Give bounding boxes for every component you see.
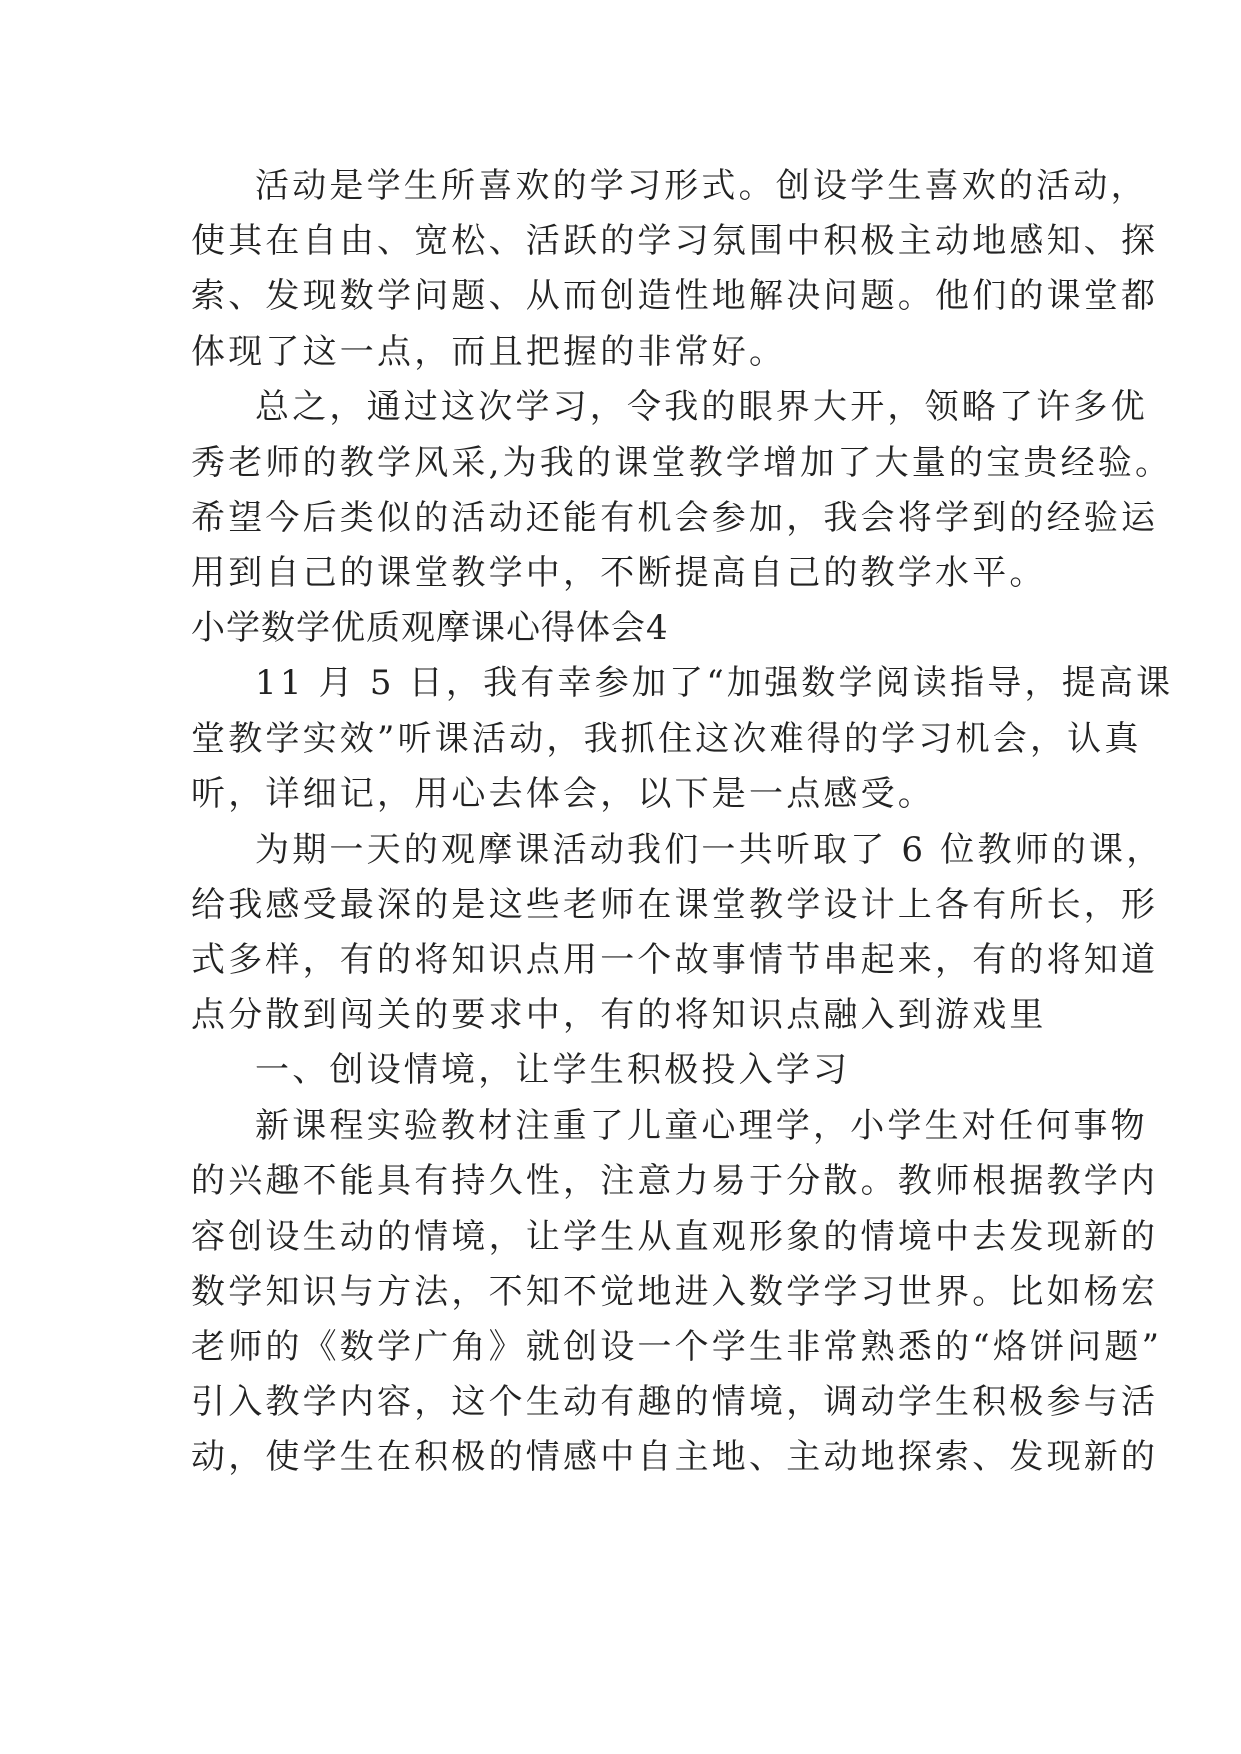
text-line: 堂教学实效”听课活动，我抓住这次难得的学习机会，认真 — [191, 719, 1142, 759]
text-line: 希望今后类似的活动还能有机会参加，我会将学到的经验运 — [191, 498, 1159, 538]
text-line: 老师的《数学广角》就创设一个学生非常熟悉的“烙饼问题” — [191, 1327, 1163, 1367]
text-line: 活动是学生所喜欢的学习形式。创设学生喜欢的活动， — [255, 166, 1148, 206]
text-line: 点分散到闯关的要求中，有的将知识点融入到游戏里 — [191, 995, 1047, 1035]
text-line: 动，使学生在积极的情感中自主地、主动地探索、发现新的 — [191, 1437, 1159, 1477]
text-line: 为期一天的观摩课活动我们一共听取了 6 位教师的课， — [255, 830, 1164, 870]
text-line: 11 月 5 日，我有幸参加了“加强数学阅读指导，提高课 — [255, 663, 1174, 703]
section-heading: 小学数学优质观摩课心得体会4 — [191, 608, 669, 648]
text-line: 的兴趣不能具有持久性，注意力易于分散。教师根据教学内 — [191, 1161, 1159, 1201]
text-line: 数学知识与方法，不知不觉地进入数学学习世界。比如杨宏 — [191, 1272, 1159, 1312]
text-line: 总之，通过这次学习，令我的眼界大开，领略了许多优 — [255, 387, 1148, 427]
text-line: 使其在自由、宽松、活跃的学习氛围中积极主动地感知、探 — [191, 221, 1159, 261]
text-line: 引入教学内容，这个生动有趣的情境，调动学生积极参与活 — [191, 1382, 1159, 1422]
text-line: 用到自己的课堂教学中，不断提高自己的教学水平。 — [191, 553, 1047, 593]
text-line: 索、发现数学问题、从而创造性地解决问题。他们的课堂都 — [191, 276, 1159, 316]
text-line: 新课程实验教材注重了儿童心理学，小学生对任何事物 — [255, 1106, 1148, 1146]
text-line: 容创设生动的情境，让学生从直观形象的情境中去发现新的 — [191, 1217, 1159, 1257]
subsection-heading: 一、创设情境，让学生积极投入学习 — [255, 1050, 851, 1090]
text-line: 式多样，有的将知识点用一个故事情节串起来，有的将知道 — [191, 940, 1159, 980]
text-line: 听，详细记，用心去体会，以下是一点感受。 — [191, 774, 935, 814]
text-line: 秀老师的教学风采,为我的课堂教学增加了大量的宝贵经验。 — [191, 443, 1173, 483]
text-line: 给我感受最深的是这些老师在课堂教学设计上各有所长，形 — [191, 885, 1159, 925]
text-line: 体现了这一点，而且把握的非常好。 — [191, 332, 787, 372]
